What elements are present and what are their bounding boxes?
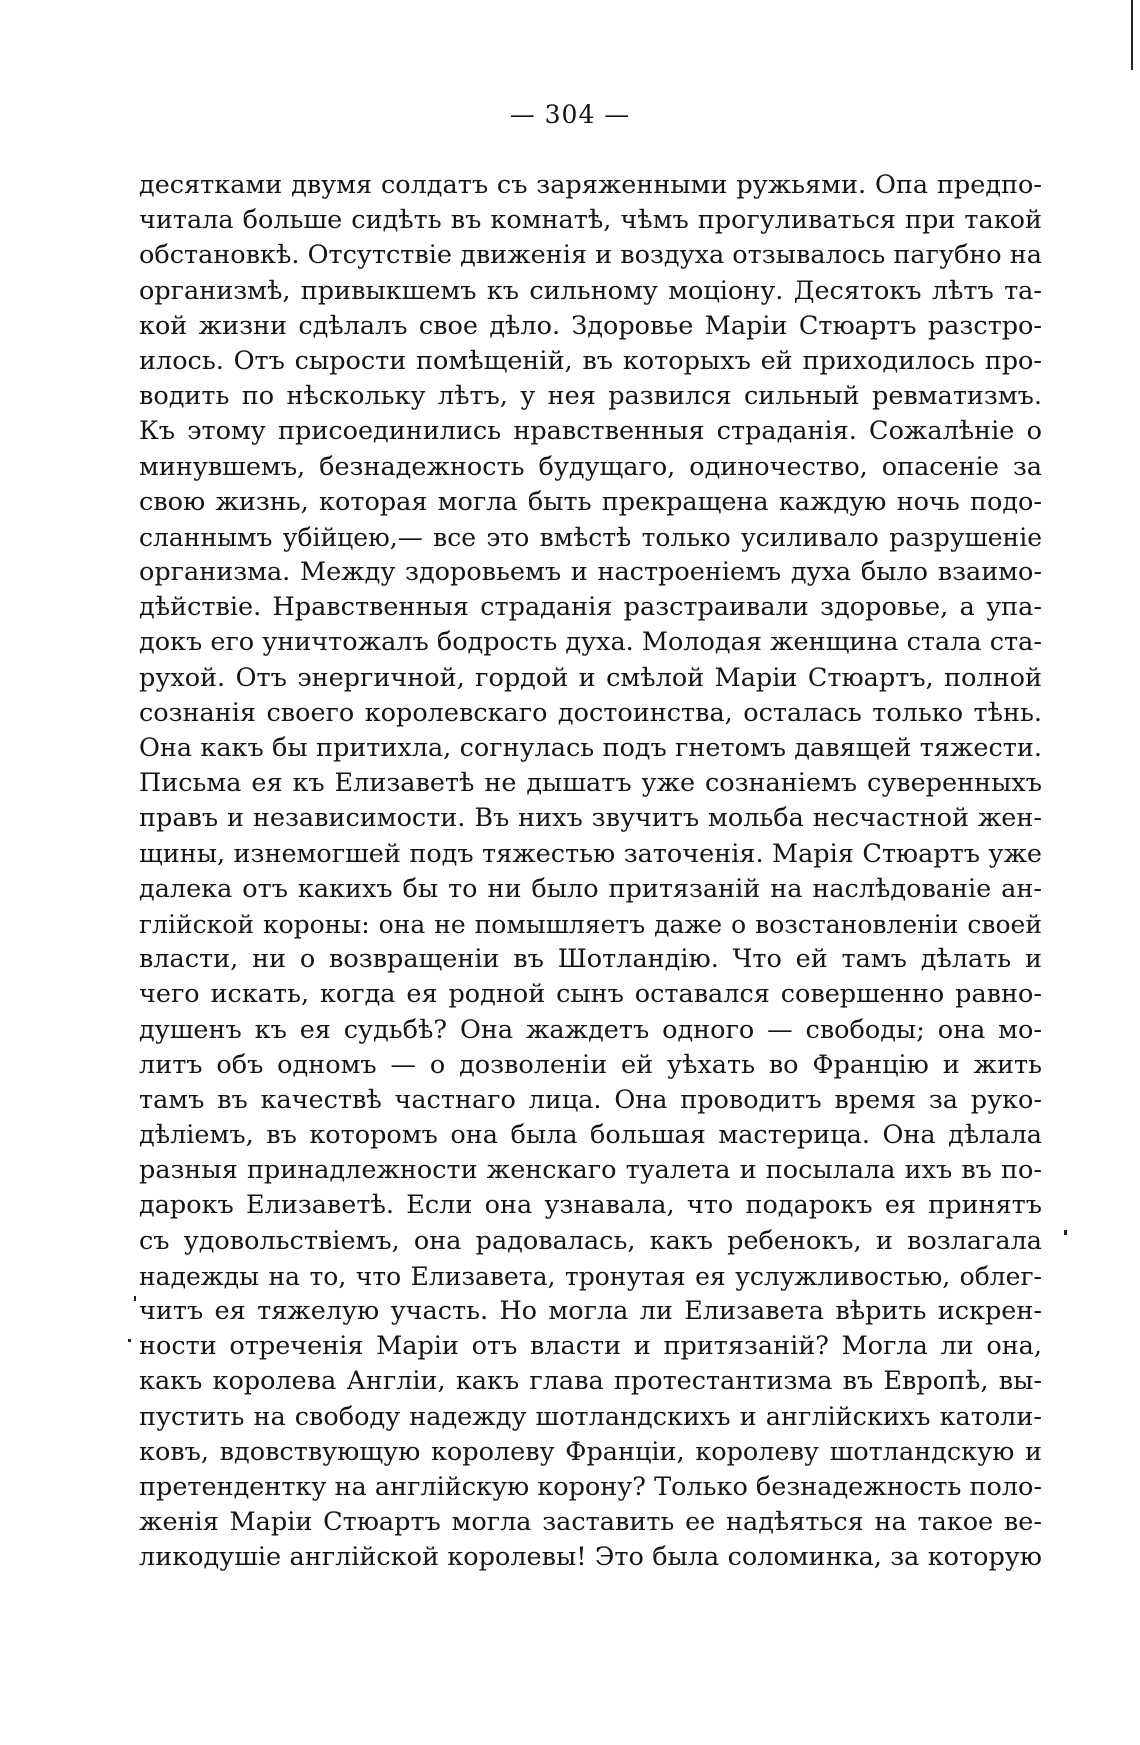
text-line: ковъ, вдовствующую королеву Франціи, королеву шотландскую и: [139, 1436, 1042, 1467]
text-line: сланнымъ убійцею,— все это вмѣстѣ только усиливало разрушеніе: [139, 522, 1042, 552]
text-line: душенъ къ ея судьбѣ? Она жаждетъ одного — свободы; она мо-: [139, 1014, 1042, 1045]
text-line: щины, изнемогшей подъ тяжестью заточенія. Марія Стюартъ уже: [139, 838, 1042, 869]
text-line: дѣліемъ, въ которомъ она была большая мастерица. Она дѣлала: [139, 1120, 1042, 1151]
text-line: дарокъ Елизаветѣ. Если она узнавала, что подарокъ ея принятъ: [139, 1190, 1042, 1221]
text-line: далека отъ какихъ бы то ни было притязаній на наслѣдованіе ан-: [139, 873, 1042, 904]
body-text: [139, 168, 1042, 1576]
text-line: Она какъ бы притихла, согнулась подъ гнетомъ давящей тяжести.: [139, 733, 1042, 763]
text-line: чего искать, когда ея родной сынъ оставался совершенно равно-: [139, 979, 1042, 1010]
text-line: свою жизнь, которая могла быть прекращена каждую ночь подо-: [139, 486, 1042, 517]
text-line: глійской короны: она не помышляетъ даже о возстановленіи своей: [139, 909, 1042, 939]
text-line: Письма ея къ Елизаветѣ не дышатъ уже сознаніемъ суверенныхъ: [139, 768, 1042, 799]
text-line: правъ и независимости. Въ нихъ звучитъ мольба несчастной жен-: [139, 803, 1042, 834]
scan-speck: [134, 1296, 136, 1301]
text-line: какъ королева Англіи, какъ глава протестантизма въ Европѣ, вы-: [139, 1366, 1042, 1397]
text-line: водить по нѣскольку лѣтъ, у нея развился сильный ревматизмъ.: [139, 381, 1042, 412]
text-line: организма. Между здоровьемъ и настроеніемъ духа было взаимо-: [139, 557, 1042, 588]
text-line: минувшемъ, безнадежность будущаго, одиночество, опасеніе за: [139, 451, 1042, 482]
text-line: десятками двумя солдатъ съ заряженными ружьями. Опа предпо-: [139, 170, 1042, 200]
page-number-header: — 304 —: [509, 100, 631, 129]
text-line: претендентку на англійскую корону? Только безнадежность поло-: [139, 1471, 1042, 1502]
text-line: съ удовольствіемъ, она радовалась, какъ ребенокъ, и возлагала: [139, 1225, 1042, 1256]
scan-speck: [1064, 1230, 1067, 1235]
text-line: литъ объ одномъ — о дозволеніи ей уѣхать во Францію и жить: [139, 1049, 1042, 1080]
text-line: илось. Отъ сырости помѣщеній, въ которыхъ ей приходилось про-: [139, 345, 1042, 376]
text-line: кой жизни сдѣлалъ свое дѣло. Здоровье Маріи Стюартъ разстро-: [139, 310, 1042, 341]
text-line: ликодушіе англійской королевы! Это была соломинка, за которую: [139, 1542, 1042, 1573]
text-line: читала больше сидѣть въ комнатѣ, чѣмъ прогуливаться при такой: [139, 205, 1042, 236]
scan-edge-mark: [1131, 0, 1133, 70]
text-line: сознанія своего королевскаго достоинства, осталась только тѣнь.: [139, 697, 1042, 728]
text-line: тамъ въ качествѣ частнаго лица. Она проводитъ время за руко-: [139, 1084, 1042, 1115]
text-line: обстановкѣ. Отсутствіе движенія и воздуха отзывалось пагубно на: [139, 240, 1042, 271]
scan-speck: [128, 1339, 131, 1342]
text-line: женія Маріи Стюартъ могла заставить ее надѣяться на такое ве-: [139, 1507, 1042, 1538]
text-line: ности отреченія Маріи отъ власти и притязаній? Могла ли она,: [139, 1331, 1042, 1362]
text-line: организмѣ, привыкшемъ къ сильному моціону. Десятокъ лѣтъ та-: [139, 275, 1042, 306]
text-line: власти, ни о возвращеніи въ Шотландію. Что ей тамъ дѣлать и: [139, 944, 1042, 975]
text-line: рухой. Отъ энергичной, гордой и смѣлой Маріи Стюартъ, полной: [139, 662, 1042, 693]
text-line: докъ его уничтожалъ бодрость духа. Молодая женщина стала ста-: [139, 627, 1042, 658]
text-line: надежды на то, что Елизавета, тронутая ея услужливостью, облег-: [139, 1261, 1042, 1291]
text-line: читъ ея тяжелую участь. Но могла ли Елизавета вѣрить искрен-: [139, 1296, 1042, 1326]
text-line: разныя принадлежности женскаго туалета и посылала ихъ въ по-: [139, 1155, 1042, 1186]
text-line: Къ этому присоединились нравственныя страданія. Сожалѣніе о: [139, 416, 1042, 447]
text-line: дѣйствіе. Нравственныя страданія разстраивали здоровье, а упа-: [139, 592, 1042, 623]
text-line: пустить на свободу надежду шотландскихъ и англійскихъ католи-: [139, 1401, 1042, 1432]
